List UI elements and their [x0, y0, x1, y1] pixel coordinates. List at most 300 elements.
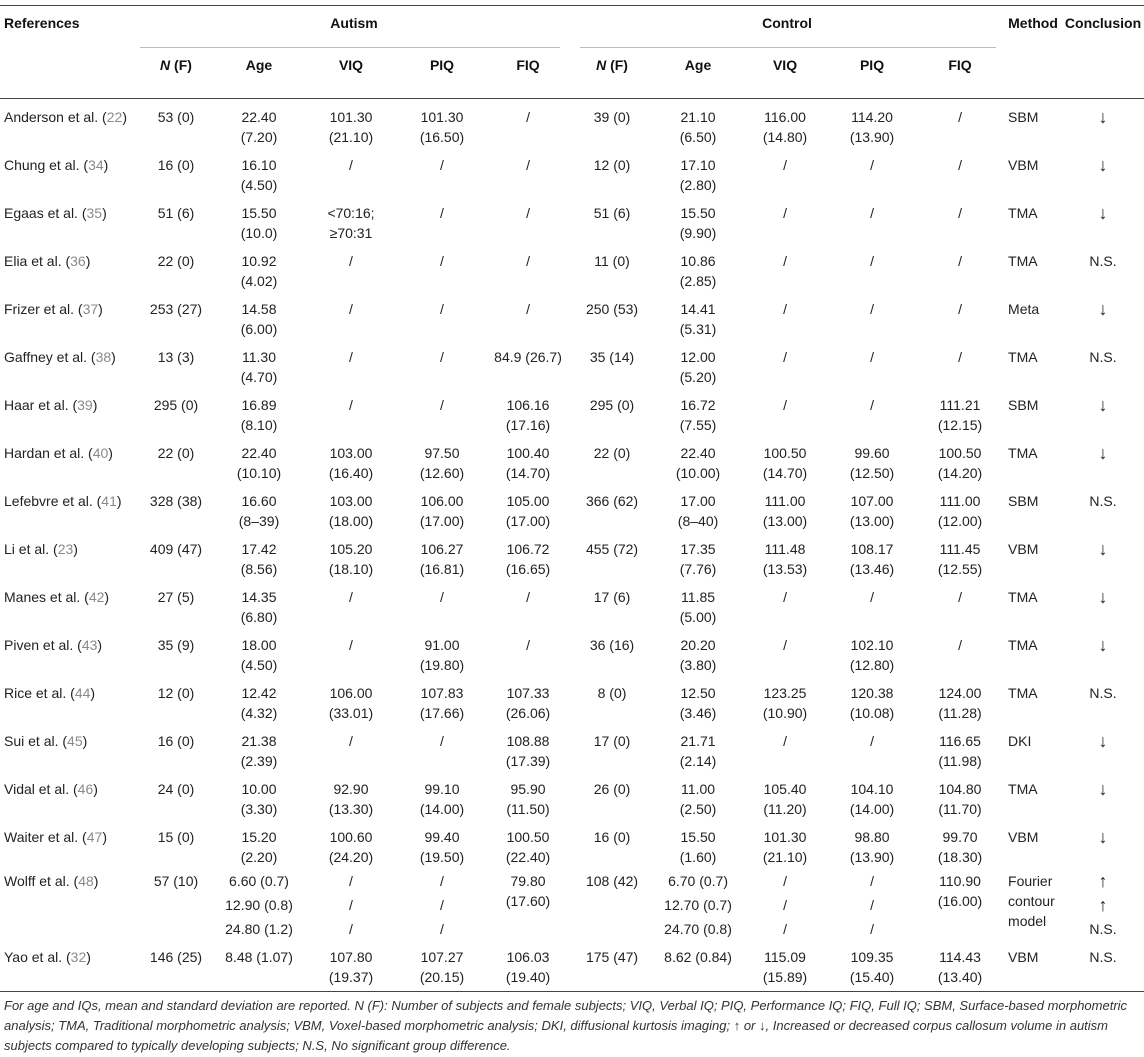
- method-cell: TMA: [1008, 445, 1038, 461]
- reference-cell: [0, 195, 138, 243]
- citation-link[interactable]: 48: [78, 873, 94, 889]
- autism-age-cell: [214, 339, 304, 387]
- control-fiq-cell-value: /: [958, 157, 962, 173]
- control-n-cell: 366 (62): [585, 493, 639, 509]
- autism-viq-cell: [304, 771, 398, 819]
- reference-close: ): [97, 637, 103, 653]
- control-viq-cell-value: /: [783, 349, 787, 365]
- control-viq-cell-value: (11.20): [763, 801, 807, 817]
- control-age-cell-value: (5.31): [679, 321, 717, 337]
- control-fiq-cell: [916, 819, 1004, 867]
- autism-viq-cell: /: [349, 921, 353, 937]
- control-viq-cell-value: /: [783, 157, 787, 173]
- autism-viq-cell-value: ≥70:31: [329, 225, 373, 241]
- autism-age-cell-value: (8–39): [238, 513, 280, 529]
- autism-age-cell-value: (6.80): [240, 609, 278, 625]
- control-piq-cell-value: 109.35: [850, 949, 894, 965]
- reference-text: Haar et al. (: [4, 397, 78, 413]
- autism-n-cell: 295 (0): [153, 397, 199, 413]
- autism-piq-cell-value: (19.80): [419, 657, 465, 673]
- control-viq-cell: [742, 243, 828, 291]
- autism-piq-cell: [398, 435, 486, 483]
- control-fiq-cell: [916, 939, 1004, 992]
- header-control: Control: [570, 6, 1004, 49]
- conclusion-cell: N.S.: [1089, 493, 1117, 509]
- autism-piq-cell-value: 91.00: [424, 637, 460, 653]
- autism-age-cell-value: (2.20): [240, 849, 278, 865]
- control-piq-cell-value: 102.10: [850, 637, 894, 653]
- reference-text: Elia et al. (: [4, 253, 71, 269]
- control-viq-cell-value: 116.00: [764, 109, 806, 125]
- autism-fiq-cell-value: (17.16): [505, 417, 551, 433]
- control-fiq-cell-value: /: [958, 205, 962, 221]
- control-fiq-cell-value: 111.21: [939, 397, 981, 413]
- reference-close: ): [90, 685, 96, 701]
- control-age-cell-value: 22.40: [680, 445, 716, 461]
- control-age-cell-value: 12.00: [680, 349, 716, 365]
- header-autism-fiq: FIQ: [516, 57, 540, 73]
- control-n-cell: 26 (0): [593, 781, 631, 797]
- autism-viq-cell-value: /: [349, 397, 353, 413]
- citation-link[interactable]: 47: [86, 829, 103, 845]
- reference-cell: [0, 339, 138, 387]
- control-piq-cell: [828, 723, 916, 771]
- control-piq-cell-value: (12.50): [849, 465, 895, 481]
- citation-link[interactable]: 43: [81, 637, 98, 653]
- control-age-cell-value: 14.41: [680, 301, 716, 317]
- control-age-cell-value: (2.14): [679, 753, 717, 769]
- control-age-cell: [654, 579, 742, 627]
- control-age-cell: [654, 939, 742, 992]
- autism-age-cell-value: 11.30: [242, 349, 276, 365]
- header-control-viq: VIQ: [772, 57, 798, 73]
- control-piq-cell-value: (13.46): [849, 561, 895, 577]
- control-age-cell: [654, 819, 742, 867]
- autism-viq-cell: [304, 195, 398, 243]
- method-cell: [1004, 867, 1062, 939]
- autism-age-cell-value: (4.32): [240, 705, 278, 721]
- conclusion-cell: ↑: [1098, 895, 1108, 915]
- autism-piq-cell-value: (14.00): [419, 801, 465, 817]
- control-piq-cell: [828, 939, 916, 992]
- header-blank: [1004, 48, 1062, 99]
- autism-viq-cell-value: 101.30: [329, 109, 373, 125]
- control-age-cell-value: 17.35: [680, 541, 716, 557]
- autism-fiq-cell-value: /: [526, 637, 530, 653]
- citation-link[interactable]: 44: [74, 685, 91, 701]
- reference-close: ): [108, 445, 113, 461]
- autism-piq-cell-value: (17.00): [419, 513, 465, 529]
- method-cell: TMA: [1008, 253, 1038, 269]
- control-piq-cell: [828, 195, 916, 243]
- autism-fiq-cell-value: (17.60): [505, 893, 551, 909]
- header-control-age: Age: [684, 57, 712, 73]
- control-fiq-cell-value: (12.15): [937, 417, 983, 433]
- control-viq-cell: [742, 771, 828, 819]
- control-piq-cell-value: /: [870, 205, 874, 221]
- autism-n-cell: 328 (38): [149, 493, 203, 509]
- autism-viq-cell-value: 107.80: [329, 949, 373, 965]
- control-piq-cell-value: 99.60: [854, 445, 890, 461]
- autism-piq-cell-value: 99.40: [424, 829, 460, 845]
- method-cell: TMA: [1008, 781, 1038, 797]
- autism-n-cell: 53 (0): [157, 109, 195, 125]
- autism-fiq-cell-value: 84.9 (26.7): [494, 349, 562, 365]
- citation-link[interactable]: 38: [95, 349, 112, 365]
- reference-cell: [0, 867, 138, 939]
- control-n-cell: 12 (0): [593, 157, 631, 173]
- autism-fiq-cell-value: 106.03: [506, 949, 550, 965]
- autism-age-cell-value: (7.20): [240, 129, 278, 145]
- autism-fiq-cell: [486, 771, 570, 819]
- control-age-cell-value: 17.10: [680, 157, 716, 173]
- reference-close: ): [93, 781, 98, 797]
- control-n-cell: 295 (0): [589, 397, 635, 413]
- control-age-cell: [654, 195, 742, 243]
- reference-close: ): [122, 109, 127, 125]
- method-cell: TMA: [1008, 349, 1038, 365]
- control-fiq-cell-value: /: [958, 301, 962, 317]
- autism-fiq-cell-value: (11.50): [506, 801, 550, 817]
- method-cell: Meta: [1008, 301, 1040, 317]
- autism-age-cell: [214, 939, 304, 992]
- autism-viq-cell-value: 105.20: [329, 541, 373, 557]
- autism-viq-cell: [304, 147, 398, 195]
- control-age-cell-value: 10.86: [680, 253, 716, 269]
- control-age-cell: [654, 483, 742, 531]
- reference-close: ): [102, 829, 107, 845]
- citation-link[interactable]: 36: [70, 253, 86, 269]
- citation-link[interactable]: 32: [70, 949, 87, 965]
- control-fiq-cell-value: (13.40): [937, 969, 983, 985]
- control-fiq-cell-value: 116.65: [939, 733, 981, 749]
- control-fiq-cell-value: (11.70): [938, 801, 982, 817]
- header-method: Method: [1008, 15, 1058, 31]
- control-piq-cell-value: (12.80): [849, 657, 895, 673]
- control-age-cell: [654, 435, 742, 483]
- autism-viq-cell-value: /: [349, 349, 353, 365]
- reference-text: Vidal et al. (: [4, 781, 78, 797]
- control-viq-cell: [742, 531, 828, 579]
- method-line: model: [1008, 913, 1047, 929]
- control-viq-cell-value: (10.90): [762, 705, 808, 721]
- conclusion-cell: ↓: [1098, 395, 1108, 415]
- control-piq-cell: [828, 675, 916, 723]
- header-control-fiq: FIQ: [948, 57, 972, 73]
- autism-piq-cell: [398, 579, 486, 627]
- method-cell: VBM: [1004, 939, 1062, 992]
- autism-piq-cell-value: 99.10: [424, 781, 460, 797]
- control-piq-cell-value: (14.00): [849, 801, 895, 817]
- control-viq-cell: /: [783, 897, 787, 913]
- control-viq-cell-value: /: [783, 301, 787, 317]
- control-fiq-cell-value: 100.50: [938, 445, 982, 461]
- autism-piq-cell: [398, 627, 486, 675]
- control-age-cell-value: 15.50: [680, 205, 716, 221]
- autism-viq-cell-value: (21.10): [328, 129, 374, 145]
- control-n-cell: 11 (0): [594, 253, 630, 269]
- control-viq-cell-value: 101.30: [763, 829, 807, 845]
- autism-viq-cell-value: 100.60: [329, 829, 373, 845]
- citation-link[interactable]: 41: [101, 493, 117, 509]
- autism-fiq-cell-value: /: [526, 589, 530, 605]
- header-autism-age: Age: [245, 57, 273, 73]
- reference-text: Chung et al. (: [4, 157, 89, 173]
- autism-piq-cell-value: (16.50): [419, 129, 465, 145]
- reference-text: Hardan et al. (: [4, 445, 93, 461]
- control-viq-cell-value: 123.25: [763, 685, 807, 701]
- autism-piq-cell-value: /: [440, 301, 444, 317]
- reference-text: Gaffney et al. (: [4, 349, 96, 365]
- autism-age-cell: [214, 819, 304, 867]
- control-viq-cell: [742, 939, 828, 992]
- autism-fiq-cell-value: (26.06): [505, 705, 551, 721]
- control-viq-cell-value: /: [783, 637, 787, 653]
- control-fiq-cell: [916, 483, 1004, 531]
- autism-fiq-cell-value: 79.80: [510, 873, 546, 889]
- control-fiq-cell-value: /: [958, 253, 962, 269]
- control-age-cell-value: (5.20): [679, 369, 717, 385]
- autism-viq-cell-value: (13.30): [328, 801, 374, 817]
- reference-text: Egaas et al. (: [4, 205, 87, 221]
- autism-n-cell: 22 (0): [157, 445, 195, 461]
- autism-viq-cell: /: [349, 897, 353, 913]
- autism-viq-cell: [304, 819, 398, 867]
- autism-viq-cell-value: /: [349, 253, 353, 269]
- control-age-cell-value: 11.85: [681, 589, 716, 605]
- autism-age-cell-value: 10.92: [241, 253, 277, 269]
- control-piq-cell-value: 114.20: [851, 109, 893, 125]
- autism-fiq-cell-value: (16.65): [505, 561, 551, 577]
- autism-age-cell-value: 8.48 (1.07): [225, 949, 293, 965]
- control-viq-cell: [742, 195, 828, 243]
- autism-fiq-cell-value: (17.00): [505, 513, 551, 529]
- control-viq-cell: [742, 147, 828, 195]
- control-fiq-cell-value: (12.00): [937, 513, 983, 529]
- autism-age-cell: [214, 291, 304, 339]
- header-conclusion: Conclusion: [1064, 15, 1142, 31]
- autism-viq-cell: [304, 99, 398, 148]
- control-piq-cell-value: (15.40): [849, 969, 895, 985]
- control-fiq-cell: [916, 387, 1004, 435]
- citation-link[interactable]: 37: [82, 301, 99, 317]
- autism-viq-cell-value: (24.20): [328, 849, 374, 865]
- autism-fiq-cell-value: 107.33: [506, 685, 550, 701]
- autism-fiq-cell: [486, 195, 570, 243]
- autism-age-cell-value: (6.00): [240, 321, 278, 337]
- control-piq-cell: [828, 147, 916, 195]
- control-viq-cell: [742, 435, 828, 483]
- autism-piq-cell-value: 107.27: [420, 949, 464, 965]
- control-age-cell: 6.70 (0.7): [668, 873, 728, 889]
- table-row: [0, 387, 1144, 435]
- autism-age-cell-value: 14.58: [241, 301, 277, 317]
- control-viq-cell-value: (14.70): [762, 465, 808, 481]
- autism-piq-cell: /: [440, 897, 444, 913]
- reference-cell: [0, 771, 138, 819]
- table-row: [0, 579, 1144, 627]
- control-piq-cell-value: 98.80: [854, 829, 890, 845]
- autism-piq-cell: [398, 675, 486, 723]
- autism-fiq-cell-value: (14.70): [505, 465, 551, 481]
- autism-n-cell: 27 (5): [157, 589, 195, 605]
- autism-piq-cell: [398, 387, 486, 435]
- method-cell: SBM: [1008, 493, 1039, 509]
- autism-fiq-cell: [486, 291, 570, 339]
- control-viq-cell-value: /: [783, 733, 787, 749]
- control-age-cell-value: (6.50): [679, 129, 717, 145]
- control-piq-cell: [828, 579, 916, 627]
- reference-cell: [0, 531, 138, 579]
- autism-age-cell-value: 22.40: [241, 109, 277, 125]
- autism-age-cell: [214, 675, 304, 723]
- autism-fiq-cell-value: (19.40): [505, 969, 551, 985]
- control-piq-cell: [828, 243, 916, 291]
- citation-link[interactable]: 22: [106, 109, 123, 125]
- control-viq-cell-value: /: [783, 253, 787, 269]
- control-n-cell: 250 (53): [585, 301, 639, 317]
- autism-viq-cell-value: /: [349, 733, 353, 749]
- autism-piq-cell: [398, 723, 486, 771]
- control-fiq-cell: [916, 675, 1004, 723]
- control-n-cell: 35 (14): [589, 349, 635, 365]
- reference-text: Anderson et al. (: [4, 109, 107, 125]
- autism-age-cell-value: 17.42: [241, 541, 277, 557]
- reference-text: Frizer et al. (: [4, 301, 83, 317]
- reference-close: ): [104, 589, 110, 605]
- control-piq-cell-value: 108.17: [850, 541, 894, 557]
- table-footnote: For age and IQs, mean and standard deviation are reported. N (F): Number of subjects and female subjects; VIQ, Verbal IQ; PIQ, Performance IQ; FIQ, Full IQ; SBM, Surface-based morphometric analysis; TMA, Traditional morphometric analysis; VBM, Voxel-based morphometric analysis; DKI, diffusional kurtosis imaging; ↑ or ↓, Increased or decreased corpus callosum volume in autism subjects compared to typically developing subjects; N.S, No significant group difference.: [4, 998, 1128, 1053]
- control-fiq-cell: [916, 243, 1004, 291]
- reference-cell: [0, 291, 138, 339]
- control-age-cell-value: (2.80): [679, 177, 717, 193]
- control-age-cell-value: 17.00: [680, 493, 716, 509]
- autism-piq-cell-value: /: [440, 733, 444, 749]
- autism-fiq-cell-value: /: [526, 157, 530, 173]
- method-cell: TMA: [1008, 205, 1038, 221]
- control-piq-cell: [828, 339, 916, 387]
- control-viq-cell: [742, 819, 828, 867]
- table-row: [0, 939, 1144, 992]
- autism-n-cell: 409 (47): [149, 541, 203, 557]
- control-age-cell: [654, 99, 742, 148]
- autism-fiq-cell-value: (17.39): [505, 753, 551, 769]
- control-age-cell: [654, 675, 742, 723]
- autism-piq-cell-value: (19.50): [419, 849, 465, 865]
- control-n-cell: 16 (0): [593, 829, 631, 845]
- autism-age-cell: [214, 195, 304, 243]
- citation-link[interactable]: 45: [67, 733, 83, 749]
- control-viq-cell: /: [783, 921, 787, 937]
- control-viq-cell-value: (15.89): [762, 969, 808, 985]
- control-n-cell: 17 (0): [593, 733, 631, 749]
- control-fiq-cell-value: (18.30): [937, 849, 983, 865]
- autism-viq-cell-value: (16.40): [328, 465, 374, 481]
- autism-age-cell: [214, 99, 304, 148]
- autism-age-cell-value: 16.89: [241, 397, 277, 413]
- citation-link[interactable]: 40: [92, 445, 109, 461]
- control-fiq-cell-value: 114.43: [939, 949, 981, 965]
- autism-fiq-cell-value: /: [526, 109, 530, 125]
- control-age-cell-value: 21.10: [680, 109, 716, 125]
- control-viq-cell-value: (14.80): [762, 129, 808, 145]
- control-fiq-cell: [916, 723, 1004, 771]
- autism-piq-cell: [398, 819, 486, 867]
- autism-fiq-cell-value: /: [526, 253, 530, 269]
- method-cell: VBM: [1008, 157, 1039, 173]
- reference-cell: [0, 819, 138, 867]
- autism-fiq-cell: [486, 435, 570, 483]
- autism-n-cell: 35 (9): [157, 637, 195, 653]
- citation-link[interactable]: 34: [88, 157, 104, 173]
- control-age-cell-value: (2.85): [679, 273, 717, 289]
- table-row: [0, 435, 1144, 483]
- autism-viq-cell-value: <70:16;: [327, 205, 375, 221]
- citation-link[interactable]: 39: [77, 397, 93, 413]
- control-fiq-cell: [916, 579, 1004, 627]
- conclusion-cell: N.S.: [1089, 921, 1117, 937]
- autism-age-cell-value: 12.42: [241, 685, 277, 701]
- autism-age-cell: [214, 243, 304, 291]
- control-piq-cell: [828, 627, 916, 675]
- control-age-cell-value: (7.76): [679, 561, 717, 577]
- autism-age-cell-value: (4.70): [240, 369, 278, 385]
- autism-age-cell-value: 22.40: [241, 445, 277, 461]
- reference-close: ): [92, 397, 98, 413]
- reference-text: Manes et al. (: [4, 589, 89, 605]
- conclusion-cell: ↓: [1098, 731, 1108, 751]
- control-viq-cell: [742, 99, 828, 148]
- control-viq-cell-value: (13.53): [762, 561, 808, 577]
- autism-piq-cell-value: 97.50: [424, 445, 460, 461]
- autism-piq-cell: [398, 291, 486, 339]
- autism-viq-cell: /: [349, 873, 353, 889]
- reference-cell: [0, 483, 138, 531]
- citation-link[interactable]: 42: [88, 589, 105, 605]
- control-fiq-cell-value: 99.70: [942, 829, 978, 845]
- control-n-cell: 17 (6): [593, 589, 631, 605]
- reference-text: Yao et al. (: [4, 949, 71, 965]
- citation-link[interactable]: 35: [86, 205, 103, 221]
- control-viq-cell: [742, 483, 828, 531]
- autism-viq-cell: [304, 939, 398, 992]
- control-fiq-cell-value: 111.45: [939, 541, 981, 557]
- control-fiq-cell-value: /: [958, 589, 962, 605]
- conclusion-cell: ↓: [1098, 107, 1108, 127]
- method-cell: TMA: [1008, 637, 1038, 653]
- reference-cell: [0, 939, 138, 992]
- citation-link[interactable]: 23: [57, 541, 74, 557]
- conclusion-cell: N.S.: [1089, 685, 1117, 701]
- autism-viq-cell: [304, 531, 398, 579]
- autism-fiq-cell: [486, 147, 570, 195]
- control-viq-cell: [742, 579, 828, 627]
- control-fiq-cell: [916, 435, 1004, 483]
- reference-close: ): [85, 253, 91, 269]
- control-age-cell: 24.70 (0.8): [664, 921, 732, 937]
- conclusion-cell: N.S.: [1089, 349, 1117, 365]
- control-piq-cell-value: (13.00): [849, 513, 895, 529]
- autism-age-cell: 12.90 (0.8): [225, 897, 293, 913]
- citation-link[interactable]: 46: [77, 781, 94, 797]
- autism-viq-cell: [304, 243, 398, 291]
- autism-piq-cell: [398, 243, 486, 291]
- method-cell: SBM: [1008, 397, 1039, 413]
- control-fiq-cell-value: (11.98): [938, 753, 982, 769]
- autism-age-cell-value: 10.00: [241, 781, 277, 797]
- control-age-cell-value: (7.55): [679, 417, 717, 433]
- control-piq-cell-value: 120.38: [850, 685, 894, 701]
